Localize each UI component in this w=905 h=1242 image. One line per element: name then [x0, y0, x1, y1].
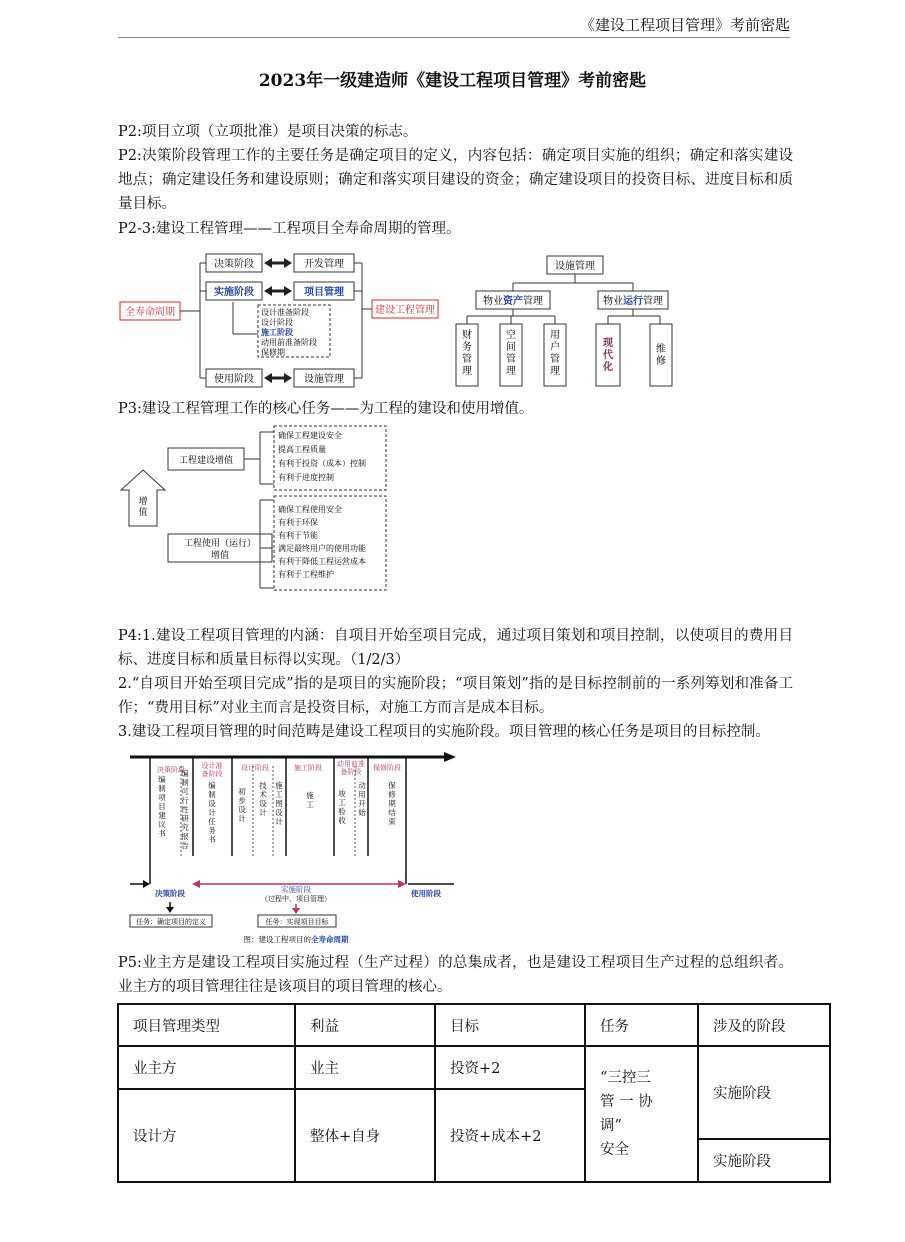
table-row: [118, 1046, 830, 1089]
fac-root-label: 设施管理: [555, 261, 595, 272]
use-stage-label: 使用阶段: [214, 374, 254, 385]
running-header: 《建设工程项目管理》考前密匙: [579, 16, 790, 34]
document-title: 2023年一级建造师《建设工程项目管理》考前密匙: [258, 71, 647, 91]
lifecycle-timeline-diagram: [128, 752, 458, 948]
task-line: 调”: [600, 1118, 622, 1134]
whole-life-label: 全寿命周期: [125, 307, 175, 318]
table-cell: 投资+2: [435, 1046, 585, 1089]
construction-mgmt-label: 建设工程管理: [375, 305, 435, 316]
task-line: 安全: [600, 1142, 629, 1158]
paragraph-p2-2: P2:决策阶段管理工作的主要任务是确定项目的定义，内容包括：确定项目实施的组织；确定和落实建设地点；确定建设任务和建设原则；确定和落实项目建设的资金；确定建设项目的投资目标、进度目标和质量目标。: [118, 148, 793, 212]
v-feasibility: 编制可行性研究报告: [181, 769, 189, 850]
hdr-design-prep-2: 备阶段: [201, 770, 223, 778]
use-item-5: 有利于降低工程运营成本: [278, 557, 366, 566]
value-added-diagram: [118, 424, 390, 592]
build-value-label: 工程建设增值: [178, 456, 234, 466]
leaf-space: 空间管理: [506, 330, 516, 377]
paragraph-p4-1: P4:1.建设工程项目管理的内涵：自项目开始至项目完成，通过项目策划和项目控制，以使项目的费用目标、进度目标和质量目标得以实现。（1/2/3）: [118, 628, 793, 668]
use-item-3: 有利于节能: [278, 531, 318, 540]
paragraph-p2-1: P2:项目立项（立项批准）是项目决策的标志。: [118, 124, 418, 140]
hdr-design-prep-1: 设计准: [201, 762, 223, 770]
v-prelim-design: 初步设计: [238, 787, 246, 823]
header-cell: 目标: [435, 1004, 585, 1046]
run-mgmt-label: 物业运行管理: [603, 296, 663, 307]
task-cell: [585, 1046, 698, 1182]
build-item-3: 有利于投资（成本）控制: [278, 459, 366, 468]
header-cell: 项目管理类型: [118, 1004, 295, 1046]
facility-mgmt-label: 设施管理: [304, 374, 344, 385]
lifecycle-management-diagram: [118, 246, 678, 394]
build-item-1: 确保工程建设安全: [278, 431, 342, 440]
value-arrow-label: 增值: [138, 497, 148, 518]
use-item-6: 有利于工程维护: [278, 570, 334, 579]
table-cell: 设计方: [118, 1089, 295, 1182]
stakeholder-table: [117, 1003, 831, 1183]
header-cell: 任务: [585, 1004, 698, 1046]
header-cell: 利益: [295, 1004, 435, 1046]
header-divider: [118, 37, 790, 38]
table-cell: 实施阶段: [698, 1046, 830, 1139]
develop-mgmt-label: 开发管理: [304, 259, 344, 270]
sub-warranty: 保修期: [261, 348, 285, 357]
table-cell: 业主方: [118, 1046, 295, 1089]
build-item-2: 提高工程质量: [278, 445, 326, 454]
sub-design-prep: 设计准备阶段: [261, 308, 309, 317]
use-value-label-1: 工程使用（运行）: [183, 539, 257, 549]
leaf-repair: 维修: [656, 344, 666, 367]
hdr-construction: 施工阶段: [294, 764, 322, 772]
table-cell: 投资+成本+2: [435, 1089, 585, 1182]
phase-decision: 决策阶段: [155, 889, 185, 898]
use-item-2: 有利于环保: [278, 518, 318, 527]
paragraph-p5: P5:业主方是建设工程项目实施过程（生产过程）的总集成者，也是建设工程项目生产过程的总组织者。业主方的项目管理往往是该项目的项目管理的核心。: [118, 955, 793, 995]
decision-stage-label: 决策阶段: [214, 259, 254, 270]
sub-design: 设计阶段: [261, 318, 293, 327]
phase-use: 使用阶段: [411, 889, 441, 898]
impl-stage-label: 实施阶段: [214, 287, 254, 298]
use-item-1: 确保工程使用安全: [278, 505, 342, 514]
v-warranty-end: 保修期结束: [388, 781, 396, 826]
sub-pre-use: 动用前准备阶段: [261, 338, 317, 347]
paragraph-p4-2: 2.“自项目开始至项目完成”指的是项目的实施阶段；“项目策划”指的是目标控制前的一系列筹划和准备工作；“费用目标”对业主而言是投资目标，对施工方而言是成本目标。: [118, 676, 793, 716]
paragraph-p2-3: P2-3:建设工程管理——工程项目全寿命周期的管理。: [118, 221, 461, 237]
use-value-label-2: 增值: [210, 551, 230, 561]
v-construction: 施工: [306, 791, 314, 809]
task-define: 任务：确定项目的定义: [136, 918, 206, 926]
sub-construction: 施工阶段: [261, 328, 293, 337]
table-cell: 整体+自身: [295, 1089, 435, 1182]
leaf-finance: 财务管理: [462, 330, 472, 377]
table-cell: 实施阶段: [698, 1139, 830, 1182]
v-acceptance: 竣工验收: [338, 789, 346, 825]
header-cell: 涉及的阶段: [698, 1004, 830, 1046]
use-item-4: 满足最终用户的使用功能: [278, 544, 366, 553]
paragraph-p3: P3:建设工程管理工作的核心任务——为工程的建设和使用增值。: [118, 401, 534, 417]
build-item-4: 有利于进度控制: [278, 473, 334, 482]
v-proposal: 编制项目建议书: [158, 775, 166, 838]
hdr-pre-use-1: 动用前准: [337, 760, 365, 768]
v-tech-design: 技术设计: [259, 781, 267, 817]
task-line: 管 一 协: [600, 1094, 653, 1110]
hdr-design: 设计阶段: [241, 764, 269, 772]
task-achieve: 任务：实现项目目标: [265, 918, 329, 926]
v-shop-drawing: 施工图设计: [275, 781, 283, 826]
leaf-user: 用户管理: [550, 330, 560, 377]
timeline-caption: 图：建设工程项目的全寿命周期: [243, 935, 349, 944]
v-use-start: 动用开始: [358, 781, 366, 817]
hdr-decision: 决策阶段: [157, 766, 185, 774]
project-mgmt-label: 项目管理: [304, 287, 344, 298]
leaf-modernize: 现代化: [603, 338, 613, 373]
table-cell: 业主: [295, 1046, 435, 1089]
phase-impl-sub: （过程中、项目管理）: [261, 895, 331, 903]
hdr-pre-use-2: 备阶段: [340, 768, 362, 776]
v-design-brief: 编制设计任务书: [208, 781, 216, 844]
asset-mgmt-label: 物业资产管理: [483, 296, 543, 307]
table-header-row: [118, 1004, 830, 1046]
task-line: “三控三: [600, 1070, 651, 1086]
hdr-warranty: 保修阶段: [373, 764, 401, 772]
phase-impl: 实施阶段: [281, 885, 311, 894]
paragraph-p4-3: 3.建设工程项目管理的时间范畴是建设工程项目的实施阶段。项目管理的核心任务是项目的目标控制。: [118, 724, 770, 740]
